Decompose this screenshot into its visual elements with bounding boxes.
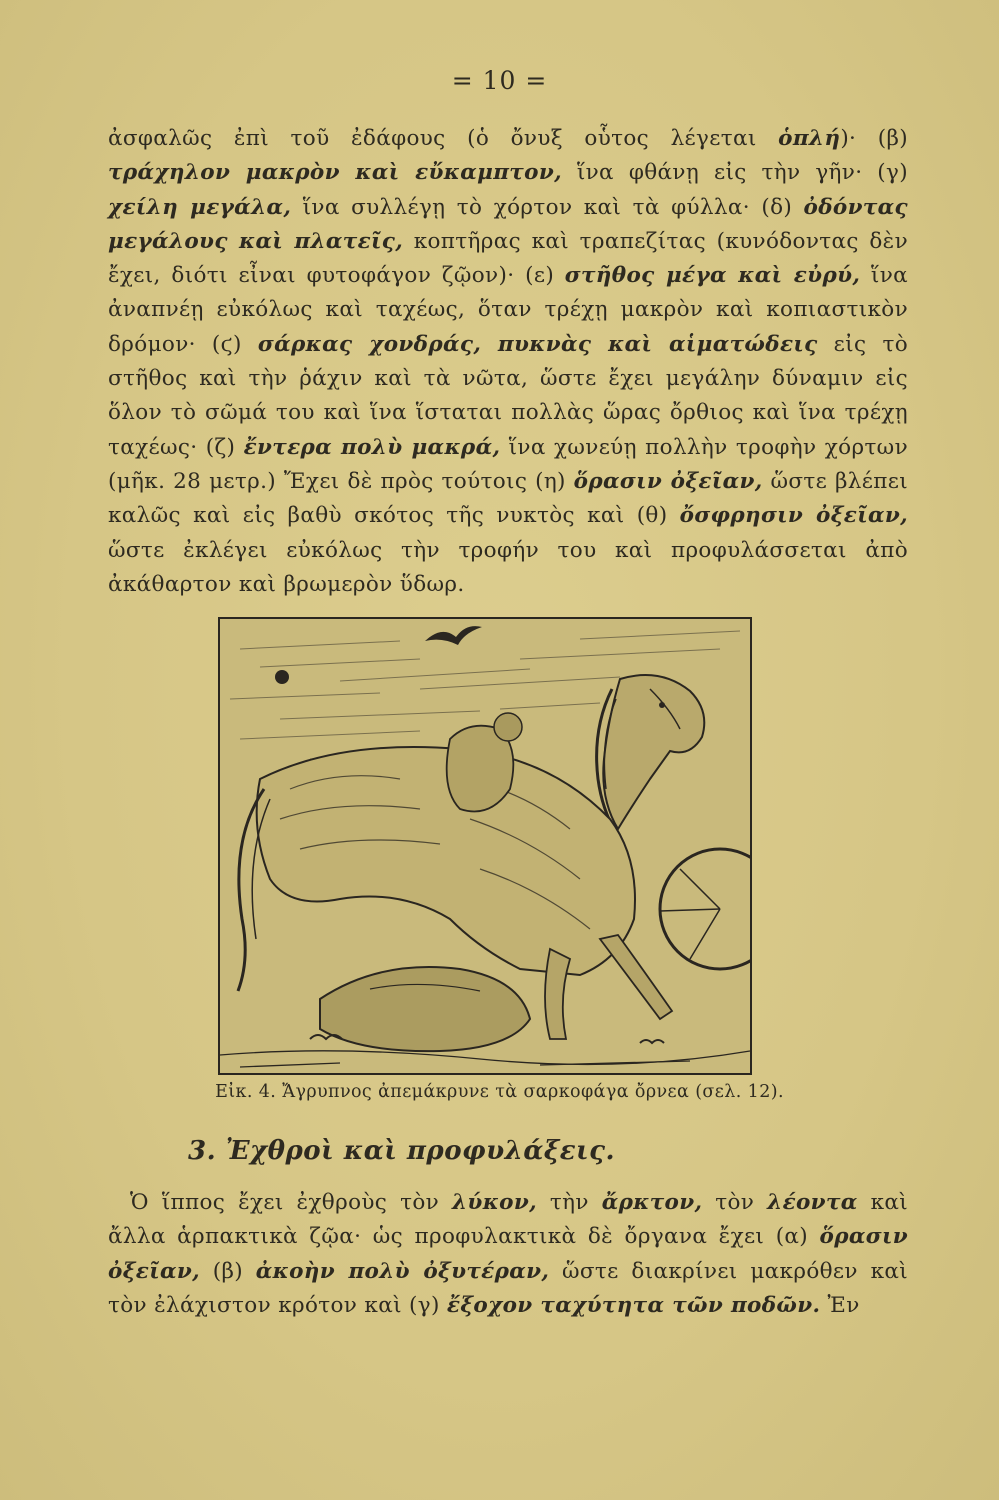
emphasized-term: λέοντα [767,1190,858,1215]
text-run: ἵνα φθάνῃ εἰς τὴν γῆν· (γ) [561,160,908,186]
paragraph-horse-features [108,122,908,602]
text-run: Ὁ ἵππος ἔχει ἐχθροὺς τὸν [130,1190,452,1215]
sun-shape [275,670,289,684]
emphasized-term: ἔντερα πολὺ μακρά, [243,434,501,460]
emphasized-term: ὄσφρησιν ὀξεῖαν, [679,503,908,529]
emphasized-term: τράχηλον μακρὸν καὶ εὔκαμπτον, [108,160,562,186]
emphasized-term: ἀκοὴν πολὺ ὀξυτέραν, [255,1258,550,1284]
emphasized-term: ἔξοχον ταχύτητα τῶν ποδῶν. [446,1292,821,1318]
text-run: ὥστε διακρίνει μακρόθεν καὶ τὸν ἐλάχιστον κρότον καὶ (γ) [108,1258,909,1318]
text-run: Ἐν [820,1292,860,1318]
text-run: )· (β) [840,126,908,151]
text-run: (β) [199,1258,256,1284]
text-run: ἵνα ἀναπνέῃ εὐκόλως καὶ ταχέως, ὅταν τρέχῃ μακρὸν καὶ κοπιαστικὸν δρόμον· (ϛ) [108,263,908,357]
emphasized-term: ὁπλή [778,126,841,151]
emphasized-term: ὅρασιν ὀξεῖαν, [573,468,763,494]
bird-shape [425,626,482,645]
figure-illustration [218,617,752,1075]
emphasized-term: ἄρκτον, [601,1190,703,1215]
text-run: ὥστε ἐκλέγει εὐκόλως τὴν τροφήν του καὶ προφυλάσσεται ἀπὸ ἀκάθαρτον καὶ βρωμερὸν ὕδωρ. [108,537,908,597]
emphasized-term: ὅρασιν ὀξεῖαν, [108,1224,908,1284]
section-heading: 3. Ἐχθροὶ καὶ προφυλάξεις. [188,1136,616,1166]
text-run: ἀσφαλῶς ἐπὶ τοῦ ἐδάφους (ὁ ὄνυξ οὗτος λέγεται [108,126,779,151]
text-run: ἵνα χωνεύῃ πολλὴν τροφὴν χόρτων (μῆκ. 28 μετρ.) Ἔχει δὲ πρὸς τούτοις (η) [108,434,908,494]
text-run: τὴν [536,1190,602,1215]
engraving-horse-and-birds [220,619,750,1073]
emphasized-term: λύκον, [452,1190,537,1215]
page-number: = 10 = [451,66,548,95]
emphasized-term: χείλη μεγάλα, [108,194,292,220]
text-run: ἵνα συλλέγῃ τὸ χόρτον καὶ τὰ φύλλα· (δ) [291,194,804,220]
text-run: κοπτῆρας καὶ τραπεζίτας (κυνόδοντας δὲν ἔχει, διότι εἶναι φυτοφάγον ζῷον)· (ε) [108,228,908,289]
text-run: ὥστε βλέπει καλῶς καὶ εἰς βαθὺ σκότος τῆς νυκτὸς καὶ (θ) [108,468,908,529]
text-run: εἰς τὸ στῆθος καὶ τὴν ῥάχιν καὶ τὰ νῶτα, ὥστε ἔχει μεγάλην δύναμιν εἰς ὅλον τὸ σῶμά του καὶ ἵνα ἵσταται πολλὰς ὥρας ὄρθιος καὶ ἵνα τρέχῃ ταχέως· (ζ) [108,331,908,460]
figure-caption: Εἰκ. 4. Ἄγρυπνος ἀπεμάκρυνε τὰ σαρκοφάγα ὄρνεα (σελ. 12). [215,1082,784,1102]
text-run: τὸν [702,1190,768,1215]
text-run: καὶ ἄλλα ἁρπακτικὰ ζῷα· ὡς προφυλακτικὰ δὲ ὄργανα ἔχει (α) [108,1190,909,1250]
emphasized-term: ὀδόντας μεγάλους καὶ πλατεῖς, [108,194,908,254]
paragraph-enemies [108,1186,908,1323]
emphasized-term: σάρκας χονδράς, πυκνὰς καὶ αἱματώδεις [257,331,818,357]
emphasized-term: στῆθος μέγα καὶ εὐρύ, [564,263,861,289]
